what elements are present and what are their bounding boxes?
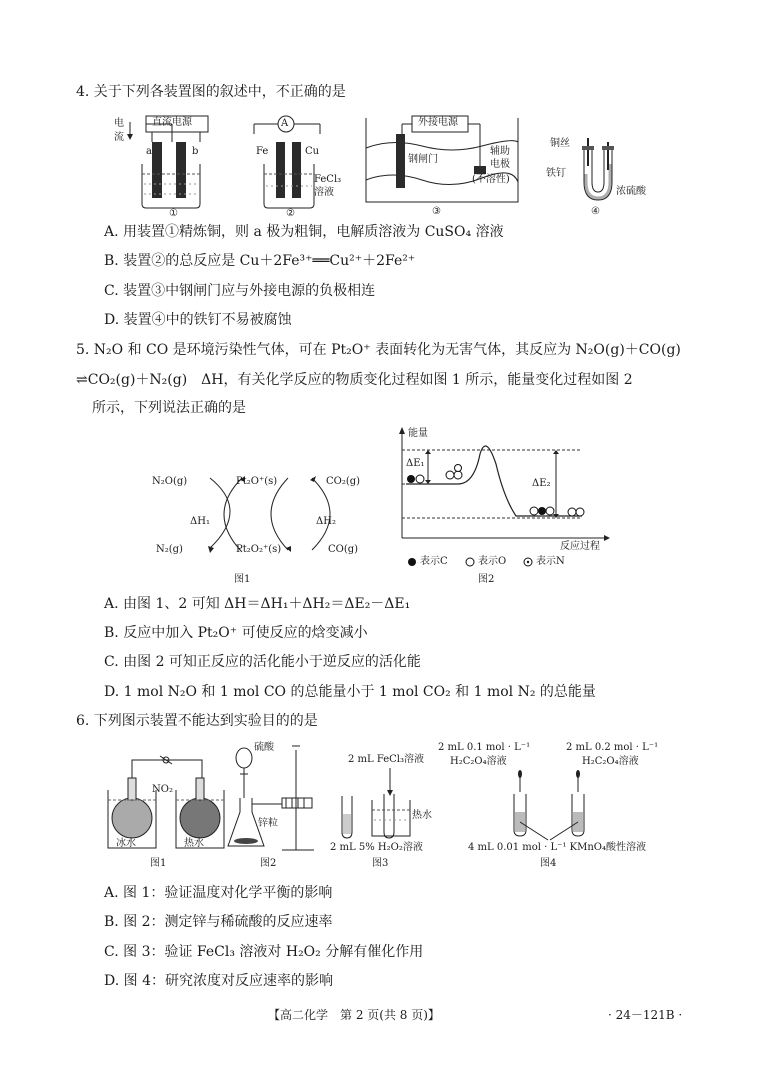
legend-carbon: 表示C xyxy=(420,556,448,567)
hot-water-label-2: 热水 xyxy=(412,810,432,821)
q6-stem: 6. 下列图示装置不能达到实验目的的是 xyxy=(76,713,318,729)
external-power-label: 外接电源 xyxy=(418,117,458,128)
q6-figure-1 xyxy=(100,738,232,872)
dc-power-label: 直流电源 xyxy=(152,117,192,128)
figure-number-4: ④ xyxy=(591,206,600,217)
no2-flasks-diagram xyxy=(100,738,232,872)
q4-figure-4 xyxy=(544,134,654,224)
figure-caption-6-2: 图2 xyxy=(260,858,277,869)
kmno4-label: 4 mL 0.01 mol · L⁻¹ KMnO₄酸性溶液 xyxy=(468,842,646,853)
zinc-acid-apparatus xyxy=(226,738,322,872)
q5-stem-line-3: 所示，下列说法正确的是 xyxy=(92,400,246,416)
left-oxalic-label: H₂C₂O₄溶液 xyxy=(450,756,507,767)
hot-water-label-1: 热水 xyxy=(184,838,204,849)
q5-figure-1 xyxy=(150,466,380,590)
pt2o2-label: Pt₂O₂⁺(s) xyxy=(236,544,282,555)
n2o-label: N₂O(g) xyxy=(152,476,188,487)
energy-axis-label: 能量 xyxy=(408,428,428,439)
pt2o-label: Pt₂O⁺(s) xyxy=(236,476,278,487)
delta-e1-label: ΔE₁ xyxy=(406,458,425,469)
galvanic-cell-diagram xyxy=(248,112,348,222)
figure-caption-6-1: 图1 xyxy=(150,858,167,869)
delta-e2-label: ΔE₂ xyxy=(532,478,551,489)
legend-oxygen: 表示O xyxy=(478,556,507,567)
figure-number-2: ② xyxy=(286,208,295,219)
h2o2-solution-label: 2 mL 5% H₂O₂溶液 xyxy=(330,842,423,853)
page-code: · 24－121B · xyxy=(608,1008,683,1022)
figure-caption-5-1: 图1 xyxy=(234,574,251,585)
q6-option-a[interactable]: A. 图 1：验证温度对化学平衡的影响 xyxy=(104,885,333,901)
right-oxalic-label: H₂C₂O₄溶液 xyxy=(582,756,639,767)
q4-option-b[interactable]: B. 装置②的总反应是 Cu＋2Fe³⁺══Cu²⁺＋2Fe²⁺ xyxy=(104,253,416,269)
q4-option-c[interactable]: C. 装置③中钢闸门应与外接电源的负极相连 xyxy=(104,283,376,299)
q5-stem-line-2: ⇌CO₂(g)＋N₂(g) ΔH，有关化学反应的物质变化过程如图 1 所示，能量变化过程如图 2 xyxy=(76,372,633,388)
iron-nail-label: 铁钉 xyxy=(546,168,566,179)
q4-figure-2 xyxy=(248,112,348,222)
co-label: CO(g) xyxy=(328,544,359,555)
n2-label: N₂(g) xyxy=(156,544,183,555)
electrode-b-label: b xyxy=(192,146,199,157)
legend-nitrogen: 表示N xyxy=(536,556,565,567)
cu-electrode-label: Cu xyxy=(305,146,320,157)
q5-figure-2 xyxy=(392,424,622,590)
q6-option-c[interactable]: C. 图 3：验证 FeCl₃ 溶液对 H₂O₂ 分解有催化作用 xyxy=(104,944,424,960)
ice-water-label: 冰水 xyxy=(116,838,136,849)
current-label-2: 流 xyxy=(114,132,124,143)
q4-option-a[interactable]: A. 用装置①精炼铜，则 a 极为粗铜，电解质溶液为 CuSO₄ 溶液 xyxy=(104,224,504,240)
aux-electrode-label-3: (不溶性) xyxy=(472,174,510,185)
q4-stem: 4. 关于下列各装置图的叙述中，不正确的是 xyxy=(76,84,346,100)
solution-label: 溶液 xyxy=(314,187,334,198)
q4-figure-1 xyxy=(112,112,222,222)
delta-h2-label: ΔH₂ xyxy=(316,516,336,527)
q5-stem-line-1: 5. N₂O 和 CO 是环境污染性气体，可在 Pt₂O⁺ 表面转化为无害气体，其反应为 N₂O(g)＋CO(g) xyxy=(76,342,681,358)
electrode-a-label: a xyxy=(146,146,152,157)
figure-number-3: ③ xyxy=(432,206,441,217)
figure-caption-6-3: 图3 xyxy=(372,858,389,869)
q5-option-c[interactable]: C. 由图 2 可知正反应的活化能小于逆反应的活化能 xyxy=(104,654,421,670)
steel-gate-label: 钢闸门 xyxy=(408,154,438,165)
q6-figure-2 xyxy=(226,738,322,872)
no2-label: NO₂ xyxy=(152,784,173,795)
q5-option-a[interactable]: A. 由图 1、2 可知 ΔH＝ΔH₁＋ΔH₂＝ΔE₂－ΔE₁ xyxy=(104,596,411,612)
figure-number-1: ① xyxy=(169,208,178,219)
fecl3-label: FeCl₃ xyxy=(314,174,342,185)
figure-caption-5-2: 图2 xyxy=(478,574,495,585)
aux-electrode-label-1: 辅助 xyxy=(490,146,510,157)
delta-h1-label: ΔH₁ xyxy=(190,516,210,527)
q6-option-d[interactable]: D. 图 4：研究浓度对反应速率的影响 xyxy=(104,973,333,989)
co2-label: CO₂(g) xyxy=(326,476,361,487)
q6-figure-3 xyxy=(328,752,436,872)
fecl3-solution-label: 2 mL FeCl₃溶液 xyxy=(348,754,425,765)
right-oxalic-conc-label: 2 mL 0.2 mol · L⁻¹ xyxy=(566,742,659,753)
copper-wire-label: 铜丝 xyxy=(550,138,570,149)
ammeter-label: A xyxy=(281,118,289,129)
reaction-progress-label: 反应过程 xyxy=(560,541,600,552)
q5-option-d[interactable]: D. 1 mol N₂O 和 1 mol CO 的总能量小于 1 mol CO₂ 和 1 mol N₂ 的总能量 xyxy=(104,684,596,700)
q6-option-b[interactable]: B. 图 2：测定锌与稀硫酸的反应速率 xyxy=(104,914,333,930)
q4-option-d[interactable]: D. 装置④中的铁钉不易被腐蚀 xyxy=(104,312,292,328)
conc-sulfuric-label: 浓硫酸 xyxy=(616,186,646,197)
current-label-1: 电 xyxy=(114,118,124,129)
aux-electrode-label-2: 电极 xyxy=(490,159,510,170)
q5-option-b[interactable]: B. 反应中加入 Pt₂O⁺ 可使反应的焓变减小 xyxy=(104,625,368,641)
fe-electrode-label: Fe xyxy=(256,146,269,157)
q6-figure-4 xyxy=(438,740,662,872)
left-oxalic-conc-label: 2 mL 0.1 mol · L⁻¹ xyxy=(438,742,531,753)
sulfuric-acid-label: 硫酸 xyxy=(254,742,274,753)
zinc-granules-label: 锌粒 xyxy=(258,818,278,829)
q4-figure-3 xyxy=(362,108,522,222)
figure-caption-6-4: 图4 xyxy=(540,858,557,869)
page-footer: 【高二化学 第 2 页(共 8 页)】 xyxy=(268,1008,440,1022)
